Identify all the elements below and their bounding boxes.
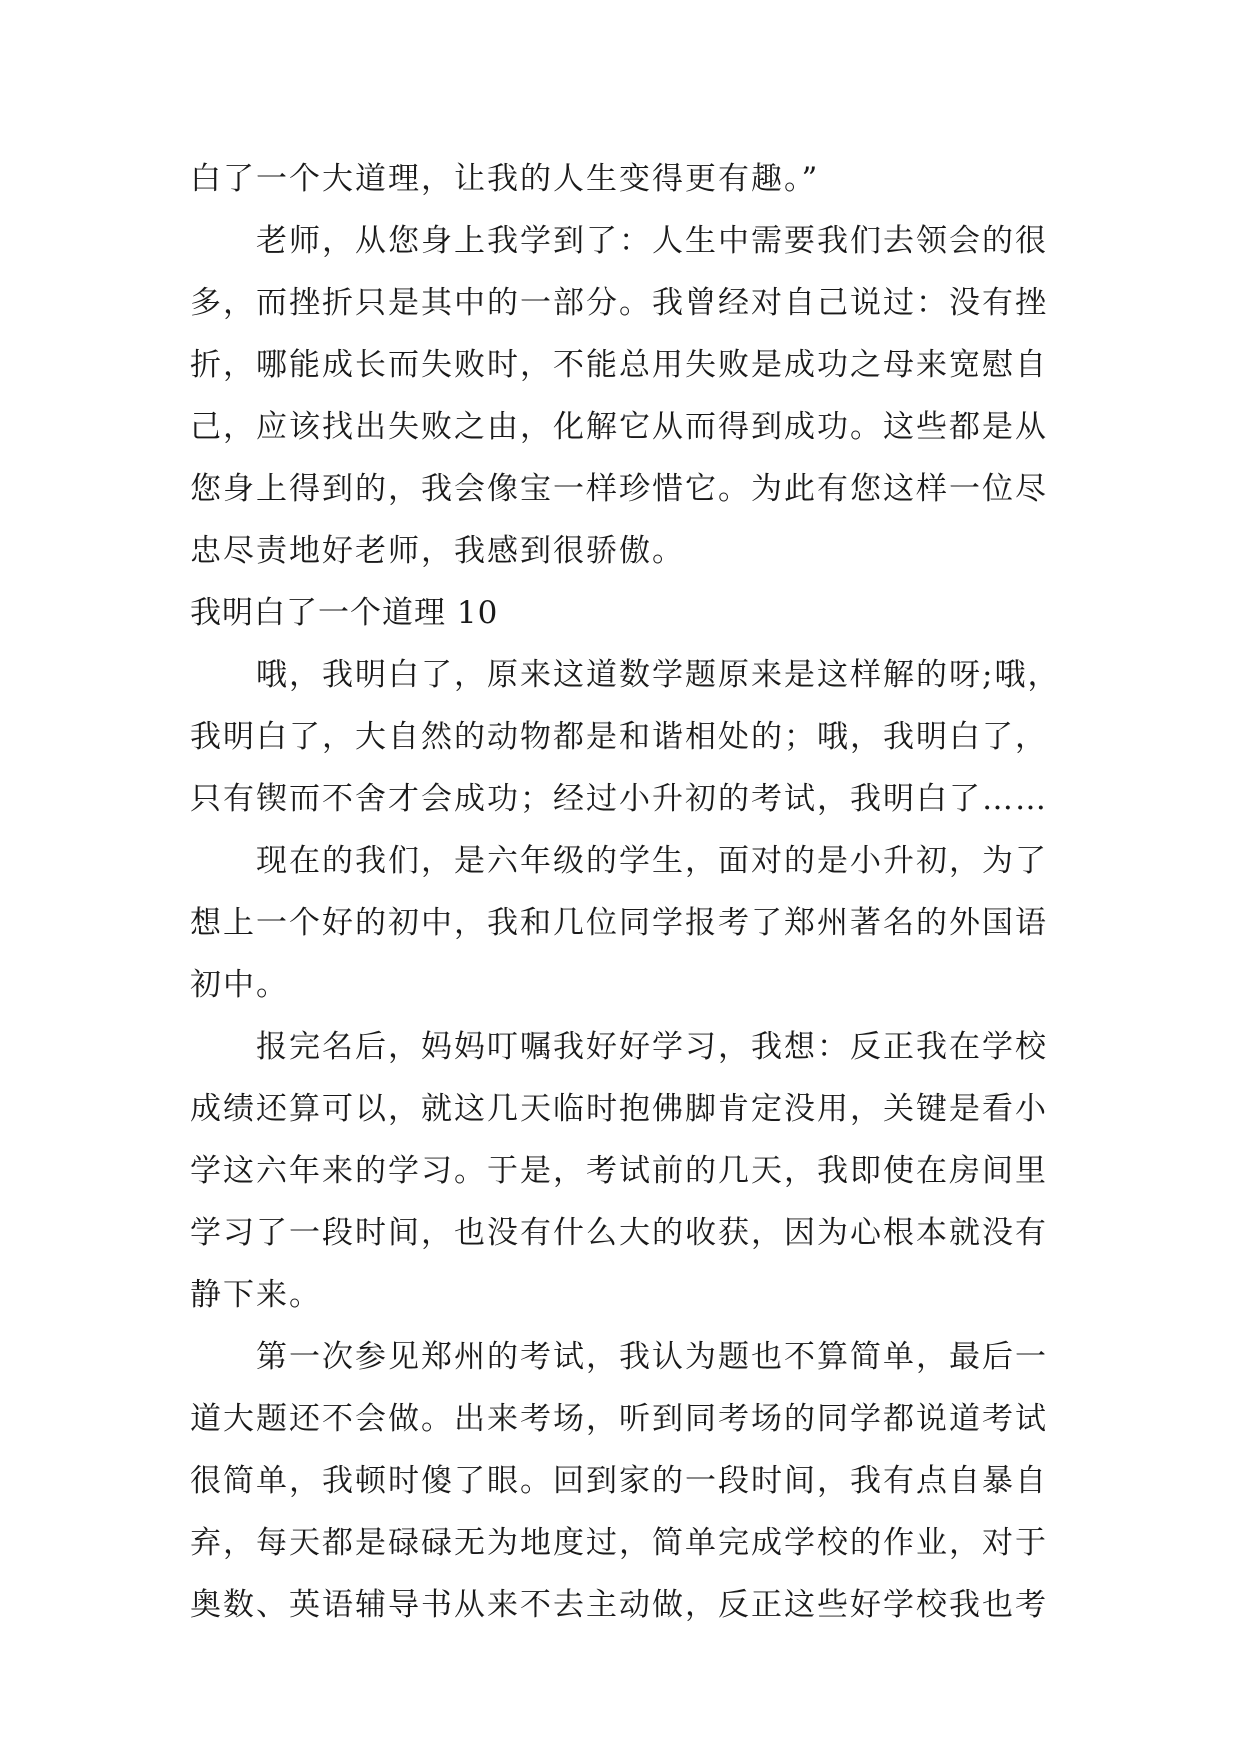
paragraph-continuation: 白了一个大道理，让我的人生变得更有趣。” <box>190 161 820 197</box>
paragraph-first-exam: 第一次参见郑州的考试，我认为题也不算简单，最后一道大题还不会做。出来考场，听到同考场的同学都说道考试很简单，我顿时傻了眼。回到家的一段时间，我有点自暴自弃，每天都是碌碌无为地度过，简单完成学校的作业，对于奥数、英语辅导书从来不去主动做，反正这些好学校我也考 <box>190 1339 1048 1623</box>
paragraph-registration: 报完名后，妈妈叮嘱我好好学习，我想：反正我在学校成绩还算可以，就这几天临时抱佛脚肯定没用，关键是看小学这六年来的学习。于是，考试前的几天，我即使在房间里学习了一段时间，也没有什么大的收获，因为心根本就没有静下来。 <box>190 1029 1048 1313</box>
section-heading: 我明白了一个道理 10 <box>190 595 499 631</box>
paragraph-understood: 哦，我明白了，原来这道数学题原来是这样解的呀;哦，我明白了，大自然的动物都是和谐相处的；哦，我明白了，只有锲而不舍才会成功；经过小升初的考试，我明白了…… <box>190 657 1061 817</box>
paragraph-sixth-grade: 现在的我们，是六年级的学生，面对的是小升初，为了想上一个好的初中，我和几位同学报考了郑州著名的外国语初中。 <box>190 843 1048 1003</box>
paragraph-teacher-lesson: 老师，从您身上我学到了：人生中需要我们去领会的很多，而挫折只是其中的一部分。我曾经对自己说过：没有挫折，哪能成长而失败时，不能总用失败是成功之母来宽慰自己，应该找出失败之由，化解它从而得到成功。这些都是从您身上得到的，我会像宝一样珍惜它。为此有您这样一位尽忠尽责地好老师，我感到很骄傲。 <box>190 223 1048 569</box>
document-body <box>190 148 1070 1636</box>
